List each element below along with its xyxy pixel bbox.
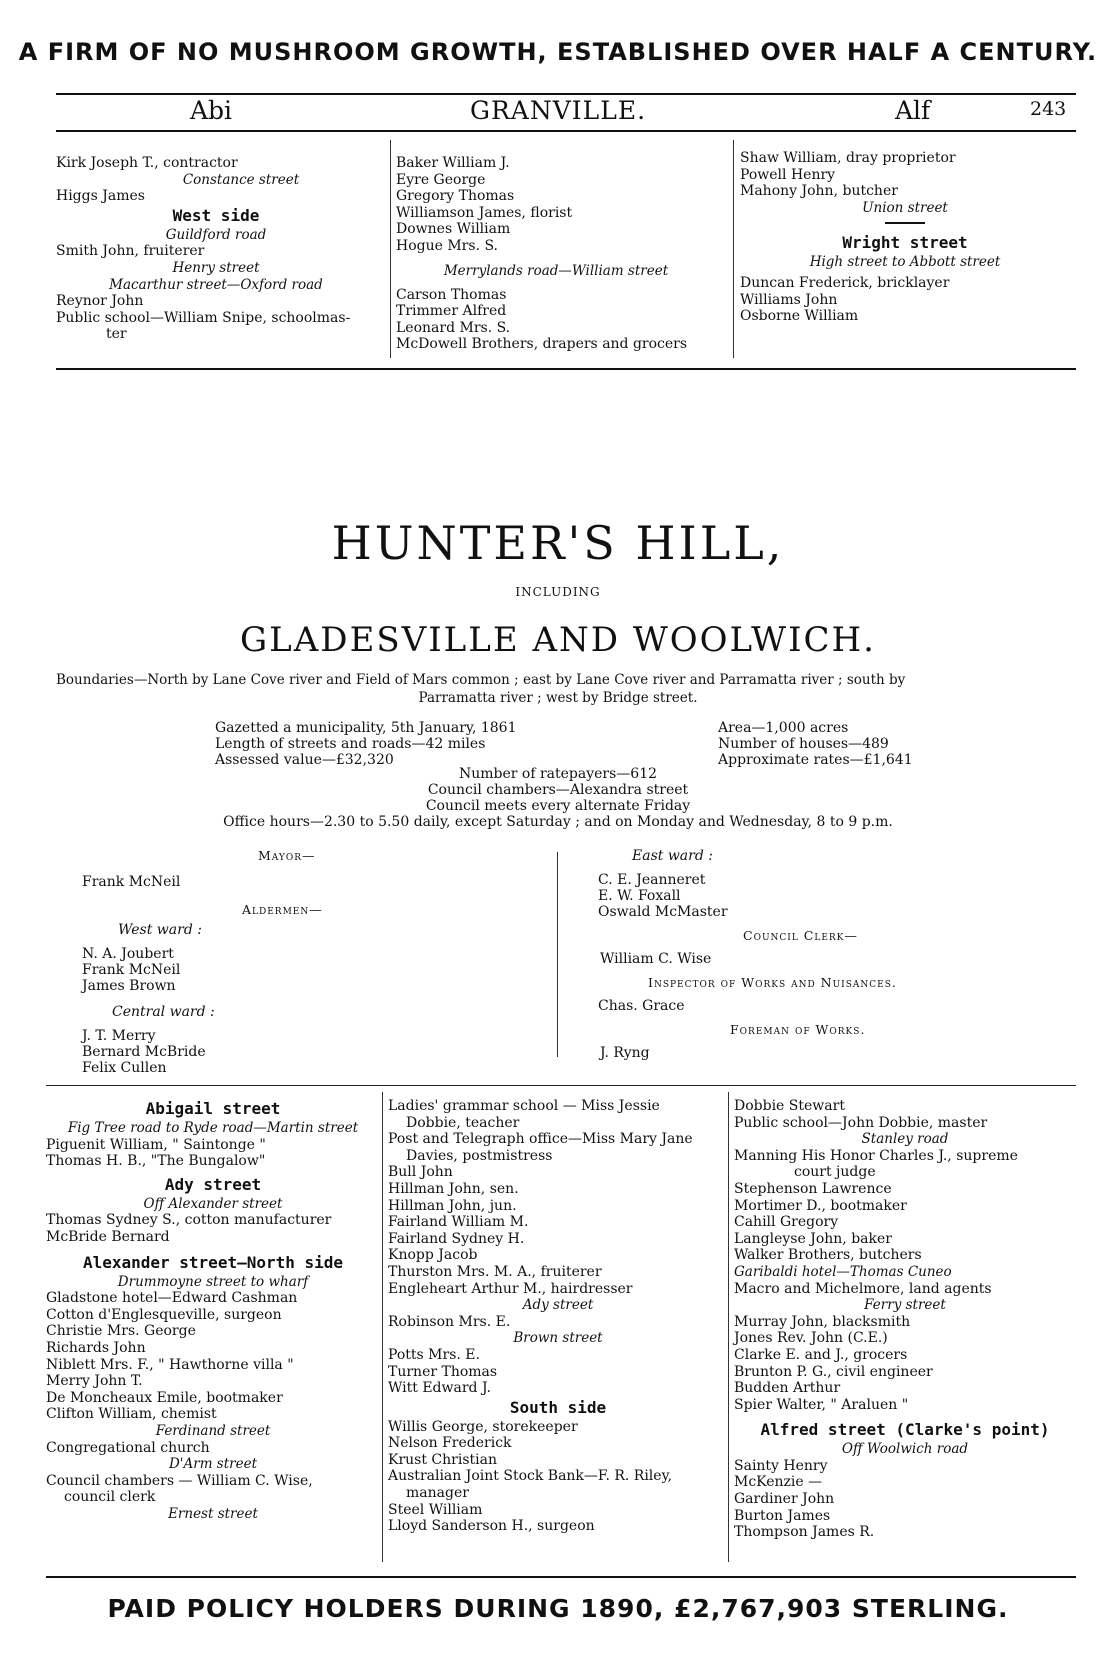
stat-area: Area—1,000 acres <box>718 720 849 736</box>
entry: Stephenson Lawrence <box>734 1180 892 1197</box>
east-ward-list <box>598 872 728 920</box>
entry: Leonard Mrs. S. <box>396 319 511 336</box>
entry: Smith John, fruiterer <box>56 243 205 260</box>
entry: Shaw William, dray proprietor <box>740 150 956 166</box>
entry-continued: Davies, postmistress <box>406 1147 553 1164</box>
west-ward-list <box>82 946 180 994</box>
street-heading: Henry street <box>172 259 260 276</box>
street-heading: Off Alexander street <box>143 1195 283 1212</box>
stats-right <box>718 720 913 768</box>
entry-continued: ter <box>106 326 127 343</box>
entry: Mahony John, butcher <box>740 183 898 200</box>
bottom-banner: PAID POLICY HOLDERS DURING 1890, £2,767,903 STERLING. <box>107 1594 1009 1623</box>
running-head-center: GRANVILLE. <box>469 96 647 125</box>
granville-col-2 <box>396 155 716 353</box>
alderman: E. W. Foxall <box>598 888 681 904</box>
entry: Engleheart Arthur M., hairdresser <box>388 1280 633 1297</box>
street-heading: Ernest street <box>168 1505 258 1522</box>
alderman: N. A. Joubert <box>82 946 174 962</box>
page-number: 243 <box>1030 98 1067 120</box>
entry: Fairland Sydney H. <box>388 1230 525 1247</box>
entry: Hogue Mrs. S. <box>396 237 499 254</box>
running-head-left: Abi <box>190 96 233 125</box>
entry: Robinson Mrs. E. <box>388 1313 511 1330</box>
entry: Christie Mrs. George <box>46 1323 196 1340</box>
footer-rule <box>46 1576 1076 1578</box>
officers-divider <box>557 852 558 1057</box>
entry: McBride Bernard <box>46 1228 170 1245</box>
street-heading: High street to Abbott street <box>809 254 1001 271</box>
stat-gazetted: Gazetted a municipality, 5th January, 1861 <box>215 720 517 736</box>
entry: Williams John <box>740 291 838 308</box>
entry: Gladstone hotel—Edward Cashman <box>46 1290 298 1307</box>
alderman: James Brown <box>82 978 176 994</box>
street-heading: Merrylands road—William street <box>443 262 669 279</box>
entry: Ladies' grammar school — Miss Jessie <box>388 1098 660 1114</box>
entry: Public school—John Dobbie, master <box>734 1114 988 1131</box>
entry: Thomas Sydney S., cotton manufacturer <box>46 1212 332 1229</box>
entry: Gregory Thomas <box>396 188 515 205</box>
streets-top-rule <box>46 1085 1076 1086</box>
column-divider <box>733 140 734 358</box>
boundaries-line-1: Boundaries—North by Lane Cove river and Field of Mars common ; east by Lane Cove river and Parramatta river ; south by <box>56 672 906 688</box>
top-banner: A FIRM OF NO MUSHROOM GROWTH, ESTABLISHED OVER HALF A CENTURY. <box>18 38 1098 66</box>
street-heading: Union street <box>862 199 948 216</box>
entry: Potts Mrs. E. <box>388 1346 480 1363</box>
column-divider <box>390 140 391 358</box>
entry: Trimmer Alfred <box>396 303 507 320</box>
entry: Bull John <box>388 1164 453 1181</box>
entry: Lloyd Sanderson H., surgeon <box>388 1518 595 1535</box>
entry: Budden Arthur <box>734 1380 841 1397</box>
central-ward-list <box>82 1028 206 1076</box>
street-heading: Constance street <box>182 171 300 188</box>
clerk-label: Council Clerk— <box>743 928 858 943</box>
alderman: C. E. Jeanneret <box>598 872 706 888</box>
entry: Langleyse John, baker <box>734 1230 892 1247</box>
header-rule-top <box>56 93 1076 95</box>
entry: Murray John, blacksmith <box>734 1313 911 1330</box>
boundaries-line-2: Parramatta river ; west by Bridge street. <box>418 690 698 706</box>
granville-col-3 <box>740 150 1070 325</box>
clerk-name: William C. Wise <box>600 951 712 967</box>
entry: Cahill Gregory <box>734 1214 839 1231</box>
section-heading: Ady street <box>164 1174 262 1194</box>
entry: McKenzie — <box>734 1474 823 1491</box>
street-heading: Macarthur street—Oxford road <box>109 276 323 293</box>
stat-length: Length of streets and roads—42 miles <box>215 736 486 752</box>
alderman: Frank McNeil <box>82 962 181 978</box>
entry: Reynor John <box>56 293 144 310</box>
entry: Richards John <box>46 1339 146 1356</box>
foreman-label: Foreman of Works. <box>730 1022 866 1037</box>
entry: Dobbie Stewart <box>734 1098 845 1114</box>
running-head-right: Alf <box>895 96 931 125</box>
mayor-name: Frank McNeil <box>82 874 181 890</box>
entry: Mortimer D., bootmaker <box>734 1197 907 1214</box>
entry: Nelson Frederick <box>388 1435 512 1452</box>
council-chambers: Council chambers—Alexandra street <box>427 782 689 798</box>
entry: Walker Brothers, butchers <box>734 1247 922 1264</box>
street-heading: Drummoyne street to wharf <box>117 1273 309 1290</box>
entry: Hillman John, jun. <box>388 1197 517 1214</box>
entry: Merry John T. <box>46 1373 143 1390</box>
entry: Higgs James <box>56 188 145 205</box>
entry: Fairland William M. <box>388 1214 529 1231</box>
council-meets: Council meets every alternate Friday <box>425 798 691 814</box>
street-heading: Stanley road <box>861 1131 949 1148</box>
entry: Baker William J. <box>396 155 510 171</box>
stats-left <box>215 720 517 768</box>
section-heading: Alexander street—North side <box>82 1252 344 1272</box>
entry: Thompson James R. <box>734 1524 875 1541</box>
entry: Duncan Frederick, bricklayer <box>740 274 950 291</box>
street-heading: Brown street <box>513 1330 603 1347</box>
stat-assessed: Assessed value—£32,320 <box>215 752 394 768</box>
streets-col-1 <box>46 1098 380 1522</box>
entry: Downes William <box>396 221 511 238</box>
column-divider <box>728 1092 729 1562</box>
entry: Clifton William, chemist <box>46 1406 217 1423</box>
entry: De Moncheaux Emile, bootmaker <box>46 1389 283 1406</box>
municipality-title: HUNTER'S HILL, <box>331 516 785 570</box>
entry: Jones Rev. John (C.E.) <box>734 1330 888 1347</box>
ratepayers: Number of ratepayers—612 <box>458 766 658 782</box>
entry: Post and Telegraph office—Miss Mary Jane <box>388 1131 693 1148</box>
entry-continued: council clerk <box>64 1489 156 1506</box>
entry: Powell Henry <box>740 166 836 183</box>
entry: Turner Thomas <box>388 1363 498 1380</box>
streets-col-3 <box>734 1098 1076 1541</box>
alderman: Bernard McBride <box>82 1044 206 1060</box>
stat-houses: Number of houses—489 <box>718 736 889 752</box>
entry: Thurston Mrs. M. A., fruiterer <box>388 1263 602 1280</box>
including-label: INCLUDING <box>515 585 601 599</box>
entry: Burton James <box>734 1507 831 1524</box>
streets-col-2 <box>388 1098 728 1535</box>
entry: Piguenit William, " Saintonge " <box>46 1136 266 1153</box>
entry: Williamson James, florist <box>396 204 573 221</box>
street-heading: Ady street <box>522 1297 594 1314</box>
foreman-name: J. Ryng <box>600 1045 650 1061</box>
entry: Witt Edward J. <box>388 1380 491 1397</box>
entry-continued: manager <box>406 1485 469 1502</box>
section-heading: West side <box>172 205 260 225</box>
entry-continued: court judge <box>794 1164 876 1181</box>
central-ward-label: Central ward : <box>112 1004 215 1020</box>
granville-end-rule <box>56 368 1076 370</box>
entry: Council chambers — William C. Wise, <box>46 1472 313 1489</box>
alderman: Oswald McMaster <box>598 904 728 920</box>
entry: Eyre George <box>396 171 486 188</box>
entry: Brunton P. G., civil engineer <box>734 1363 933 1380</box>
entry: Cotton d'Englesqueville, surgeon <box>46 1306 282 1323</box>
entry: Krust Christian <box>388 1451 497 1468</box>
entry-continued: Dobbie, teacher <box>406 1114 520 1131</box>
office-hours: Office hours—2.30 to 5.50 daily, except Saturday ; and on Monday and Wednesday, 8 to 9 p.m. <box>223 814 893 830</box>
entry: Congregational church <box>46 1439 210 1456</box>
entry: Steel William <box>388 1501 483 1518</box>
east-ward-label: East ward : <box>632 848 713 864</box>
entry: Kirk Joseph T., contractor <box>56 155 238 171</box>
column-divider <box>382 1092 383 1562</box>
street-heading: Ferry street <box>864 1297 946 1314</box>
hotel-entry: Garibaldi hotel—Thomas Cuneo <box>734 1263 952 1280</box>
entry: Niblett Mrs. F., " Hawthorne villa " <box>46 1356 294 1373</box>
entry: Willis George, storekeeper <box>388 1418 578 1435</box>
mayor-label: Mayor— <box>258 848 316 863</box>
section-heading: Alfred street (Clarke's point) <box>760 1420 1050 1440</box>
entry: McDowell Brothers, drapers and grocers <box>396 336 688 353</box>
inspector-label: Inspector of Works and Nuisances. <box>648 975 897 990</box>
stat-rates: Approximate rates—£1,641 <box>718 752 913 768</box>
entry: Carson Thomas <box>396 286 507 303</box>
entry: Australian Joint Stock Bank—F. R. Riley, <box>388 1468 673 1485</box>
street-heading: D'Arm street <box>168 1456 258 1473</box>
entry: Spier Walter, " Araluen " <box>734 1396 909 1413</box>
section-heading: South side <box>509 1397 607 1417</box>
entry: Gardiner John <box>734 1491 835 1508</box>
entry: Thomas H. B., "The Bungalow" <box>46 1153 266 1170</box>
entry: Knopp Jacob <box>388 1247 478 1264</box>
street-heading: Guildford road <box>165 226 267 243</box>
section-heading: Wright street <box>842 233 968 253</box>
street-heading: Fig Tree road to Ryde road—Martin street <box>67 1120 359 1136</box>
inspector-name: Chas. Grace <box>598 998 685 1014</box>
entry: Public school—William Snipe, schoolmas- <box>56 309 351 326</box>
entry: Hillman John, sen. <box>388 1180 519 1197</box>
entry: Manning His Honor Charles J., supreme <box>734 1147 1018 1164</box>
street-heading: Ferdinand street <box>155 1422 271 1439</box>
short-rule <box>885 222 925 224</box>
entry: Macro and Michelmore, land agents <box>734 1280 992 1297</box>
aldermen-label: Aldermen— <box>242 902 323 917</box>
header-rule-bottom <box>56 130 1076 132</box>
west-ward-label: West ward : <box>118 922 202 938</box>
entry: Sainty Henry <box>734 1457 828 1474</box>
granville-col-1 <box>56 155 376 343</box>
street-heading: Off Woolwich road <box>841 1441 969 1458</box>
municipality-subtitle: GLADESVILLE AND WOOLWICH. <box>240 620 876 660</box>
entry: Osborne William <box>740 308 859 325</box>
section-heading: Abigail street <box>145 1099 281 1118</box>
alderman: J. T. Merry <box>82 1028 156 1044</box>
alderman: Felix Cullen <box>82 1060 167 1076</box>
entry: Clarke E. and J., grocers <box>734 1346 908 1363</box>
